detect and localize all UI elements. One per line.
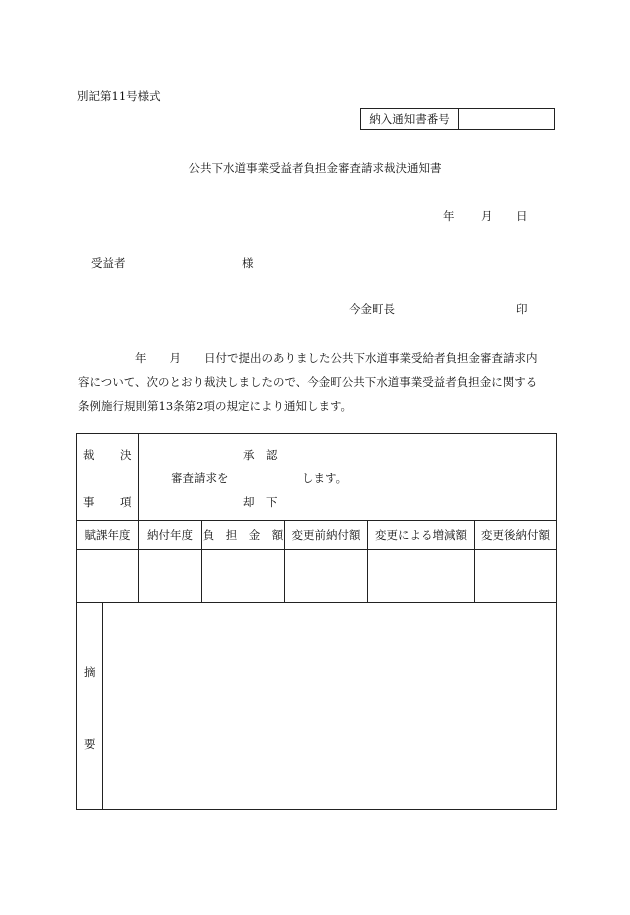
reject-option: 却 下 — [243, 495, 278, 509]
row-divider — [77, 602, 556, 603]
form-id: 別記第11号様式 — [77, 89, 161, 103]
approve-option: 承 認 — [243, 448, 278, 462]
request-suffix: します。 — [302, 471, 348, 485]
body-line-2: 容について、次のとおり裁決しましたので、今金町公共下水道事業受益者負担金に関する — [78, 375, 538, 389]
body-line-3: 条例施行規則第13条第2項の規定により通知します。 — [78, 399, 353, 413]
col-divider — [138, 434, 139, 602]
issuer-name: 今金町長 — [349, 302, 395, 316]
body-paragraph — [78, 346, 558, 418]
document-title: 公共下水道事業受益者負担金審査請求裁決通知書 — [188, 161, 442, 175]
date-day: 日 — [516, 209, 528, 223]
column-header: 変更後納付額 — [481, 528, 550, 542]
recipient-label: 受益者 — [91, 256, 126, 270]
column-header: 変更前納付額 — [291, 528, 361, 542]
column-header: 変更による増減額 — [375, 528, 467, 542]
decision-table — [76, 433, 557, 810]
decision-label-char: 項 — [120, 495, 132, 509]
row-divider — [77, 549, 556, 550]
seal-mark: 印 — [516, 302, 528, 316]
recipient-honorific: 様 — [242, 256, 254, 270]
notice-number-label: 納入通知書番号 — [361, 109, 459, 129]
remarks-label-char: 摘 — [84, 665, 96, 679]
request-prefix: 審査請求を — [171, 471, 229, 485]
decision-label-char: 事 — [83, 495, 95, 509]
column-header: 納付年度 — [147, 528, 193, 542]
date-year: 年 — [443, 209, 455, 223]
remarks-divider — [102, 602, 103, 809]
date-month: 月 — [481, 209, 493, 223]
notice-number-box — [360, 108, 555, 130]
column-header: 賦課年度 — [84, 528, 131, 542]
column-header: 負 担 金 額 — [202, 528, 284, 542]
notice-number-field[interactable] — [459, 109, 554, 129]
decision-label-char: 裁 — [83, 448, 95, 462]
body-line-1: 年 月 日付で提出のありました公共下水道事業受給者負担金審査請求内 — [135, 351, 538, 365]
decision-label-char: 決 — [120, 448, 132, 462]
remarks-label-char: 要 — [84, 737, 96, 751]
